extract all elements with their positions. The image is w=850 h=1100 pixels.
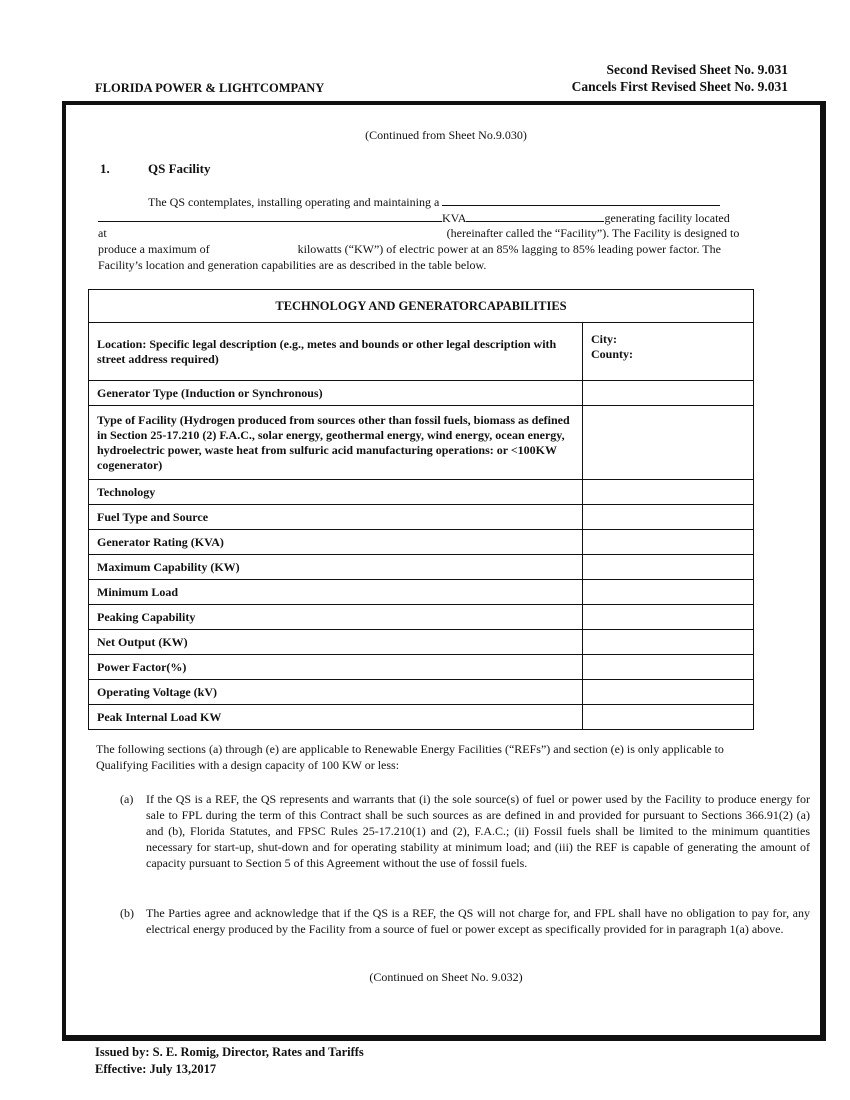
- kva-label: KVA: [442, 211, 467, 225]
- table-row-label: Operating Voltage (kV): [89, 680, 583, 705]
- table-row-label: Fuel Type and Source: [89, 505, 583, 530]
- list-item-b: [120, 905, 810, 937]
- para-last-line: Facility’s location and generation capabilities are as described in the table below.: [98, 258, 487, 272]
- facility-type-blank: [442, 193, 720, 206]
- item-b-label: (b): [120, 906, 134, 920]
- para-line-1: The QS contemplates, installing operating and maintaining a: [148, 195, 440, 209]
- table-row-value: [583, 605, 754, 630]
- table-row-value: [583, 505, 754, 530]
- effective-date: Effective: July 13,2017: [95, 1062, 217, 1076]
- applicability-paragraph: The following sections (a) through (e) are applicable to Renewable Energy Facilities (“REFs”) and section (e) is only applicable to Qualifying Facilities with a design capacity of 100 KW or less:: [96, 742, 724, 772]
- city-label: City:: [591, 332, 617, 346]
- table-row-label: Type of Facility (Hydrogen produced from sources other than fossil fuels, biomass as defined in Section 25-17.210 (2) F.A.C., solar energy, geothermal energy, wind energy, ocean energy, hydroelectric power, waste heat from sulfuric acid manufacturing operations: or <100KW cogenerator): [89, 406, 583, 480]
- table-row-label: Power Factor(%): [89, 655, 583, 680]
- facility-paragraph: [98, 193, 804, 273]
- table-title: TECHNOLOGY AND GENERATORCAPABILITIES: [89, 290, 754, 323]
- hereinafter-text: (hereinafter called the “Facility”). The Facility is designed to: [446, 226, 740, 240]
- table-row-value: [583, 406, 754, 480]
- item-b-text: The Parties agree and acknowledge that if the QS is a REF, the QS will not charge for, and FPL shall have no obligation to pay for, any electrical energy produced by the Facility from a source of fuel or power except as specifically provided for in paragraph 1(a) above.: [146, 906, 810, 936]
- item-a-text: If the QS is a REF, the QS represents and warrants that (i) the sole source(s) of fuel or power used by the Facility to produce energy for sale to FPL during the term of this Contract shall be such sources as are defined in and provided for pursuant to Sections 366.91(2) (a) and (b), Florida Statutes, and FPSC Rules 25-17.210(1) and (2), F.A.C.; (ii) Fossil fuels shall be limited to the minimum quantities necessary for start-up, shut-down and for operating stability at minimum load; and (iii) the REF is capable of generating the amount of capacity pursuant to Section 5 of this Agreement without the use of fossil fuels.: [146, 792, 810, 870]
- county-label: County:: [591, 347, 634, 361]
- table-row-label: Peaking Capability: [89, 605, 583, 630]
- table-row-label: Maximum Capability (KW): [89, 555, 583, 580]
- table-row-value: [583, 381, 754, 406]
- table-row-label: Generator Type (Induction or Synchronous): [89, 381, 583, 406]
- table-row-value: [583, 705, 754, 730]
- table-row-value: [583, 680, 754, 705]
- list-item-a: [120, 791, 810, 871]
- cancels-sheet: Cancels First Revised Sheet No. 9.031: [571, 79, 788, 94]
- sheet-number: Second Revised Sheet No. 9.031: [606, 62, 788, 77]
- issued-by: Issued by: S. E. Romig, Director, Rates and Tariffs: [95, 1045, 364, 1059]
- continued-from: (Continued from Sheet No.9.030): [365, 128, 527, 142]
- table-row-label: Net Output (KW): [89, 630, 583, 655]
- table-row-label: Generator Rating (KVA): [89, 530, 583, 555]
- table-row-value: [583, 580, 754, 605]
- table-row-value: [583, 655, 754, 680]
- table-row-value: [583, 530, 754, 555]
- gen-facility-label: generating facility located: [604, 211, 730, 225]
- technology-capabilities-table: [88, 289, 754, 730]
- company-name: FLORIDA POWER & LIGHTCOMPANY: [95, 81, 325, 95]
- location-value: [583, 323, 754, 381]
- location-label: Location: Specific legal description (e.g., metes and bounds or other legal description with street address required): [89, 323, 583, 381]
- table-row-label: Minimum Load: [89, 580, 583, 605]
- table-row-value: [583, 480, 754, 505]
- facility-name-blank: [98, 209, 442, 222]
- kilowatts-text: kilowatts (“KW”) of electric power at an 85% lagging to 85% leading power factor. The: [297, 242, 721, 256]
- section-number: 1.: [100, 161, 110, 176]
- table-row-value: [583, 630, 754, 655]
- produce-max-label: produce a maximum of: [98, 242, 210, 256]
- section-title: QS Facility: [148, 161, 211, 176]
- page-frame: [62, 101, 826, 1041]
- at-label: at: [98, 226, 107, 240]
- table-row-label: Peak Internal Load KW: [89, 705, 583, 730]
- table-row-value: [583, 555, 754, 580]
- kva-blank: [466, 209, 604, 222]
- item-a-label: (a): [120, 792, 134, 806]
- table-row-label: Technology: [89, 480, 583, 505]
- continued-on: (Continued on Sheet No. 9.032): [369, 970, 523, 984]
